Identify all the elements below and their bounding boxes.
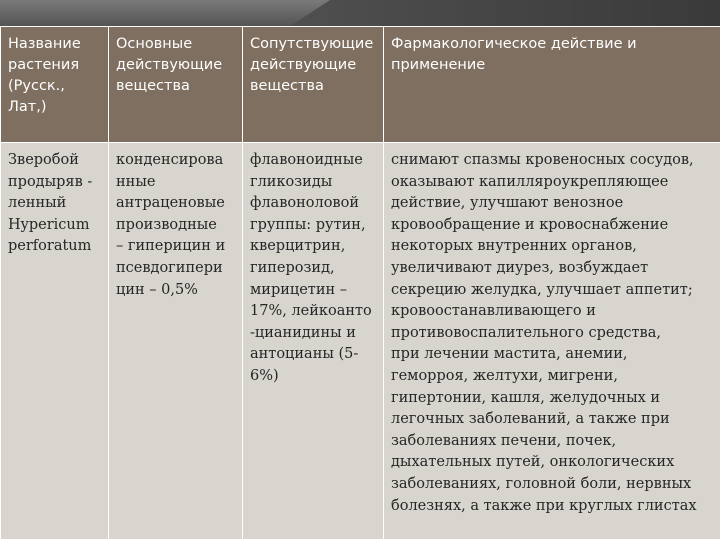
cell-line: гликозиды bbox=[250, 173, 333, 190]
cell-line: Hypericum bbox=[8, 216, 90, 233]
cell-line: 17%, лейкоанто bbox=[250, 303, 372, 320]
cell-line: антоцианы (5- bbox=[250, 346, 359, 363]
header-plant-name bbox=[1, 27, 109, 143]
cell-line: некоторых внутренних органов, bbox=[391, 238, 637, 255]
slide-top-bar-accent bbox=[0, 0, 330, 26]
cell-line: дыхательных путей, онкологических bbox=[391, 454, 675, 471]
cell-line: противовоспалительного средства, bbox=[391, 324, 661, 341]
cell-line: Зверобой bbox=[8, 152, 79, 168]
table-row bbox=[1, 143, 720, 540]
cell-line: заболеваниях, головной боли, нервных bbox=[391, 475, 692, 492]
header-accompanying-substances bbox=[243, 27, 384, 143]
cell-line: при лечении мастита, анемии, bbox=[391, 346, 628, 363]
header-line: Сопутствующие bbox=[250, 36, 374, 52]
header-line: вещества bbox=[250, 78, 324, 94]
cell-line: мирицетин – bbox=[250, 281, 348, 298]
header-line: Фармакологическое действие и bbox=[391, 36, 637, 52]
header-line: растения bbox=[8, 57, 80, 73]
cell-line: perforatum bbox=[8, 238, 92, 255]
slide-top-bar bbox=[0, 0, 720, 26]
cell-line: ленный bbox=[8, 195, 67, 212]
cell-line: болезнях, а также при круглых глистах bbox=[391, 497, 697, 514]
cell-line: цин – 0,5% bbox=[116, 281, 198, 298]
cell-line: флавоноидные bbox=[250, 152, 363, 168]
cell-line: продыряв - bbox=[8, 173, 93, 190]
header-pharmacological-action bbox=[384, 27, 720, 143]
cell-line: псевдогипери bbox=[116, 259, 223, 276]
cell-line: флавоноловой bbox=[250, 195, 359, 212]
cell-line: -цианидины и bbox=[250, 324, 356, 341]
cell-line: оказывают капилляроукрепляющее bbox=[391, 173, 669, 190]
cell-plant-name bbox=[1, 143, 109, 540]
header-line: Лат,) bbox=[8, 99, 47, 115]
cell-line: гиперозид, bbox=[250, 259, 335, 276]
cell-line: заболеваниях печени, почек, bbox=[391, 432, 617, 449]
cell-line: кровообращение и кровоснабжение bbox=[391, 216, 669, 233]
cell-line: увеличивают диурез, возбуждает bbox=[391, 259, 649, 276]
header-line: Название bbox=[8, 36, 81, 52]
cell-line: действие, улучшают венозное bbox=[391, 195, 624, 212]
table-header-row bbox=[1, 27, 720, 143]
cell-line: геморроя, желтухи, мигрени, bbox=[391, 367, 618, 384]
header-line: Основные bbox=[116, 36, 193, 52]
cell-line: кровоостанавливающего и bbox=[391, 303, 596, 320]
cell-line: секрецию желудка, улучшает аппетит; bbox=[391, 281, 693, 298]
header-line: действующие bbox=[250, 57, 357, 73]
cell-line: группы: рутин, bbox=[250, 216, 366, 233]
header-line: (Русск., bbox=[8, 78, 65, 94]
cell-line: производные bbox=[116, 216, 217, 233]
plant-table bbox=[0, 26, 720, 540]
header-line: действующие bbox=[116, 57, 223, 73]
header-main-substances bbox=[109, 27, 243, 143]
cell-line: нные bbox=[116, 173, 156, 190]
cell-line: – гиперицин и bbox=[116, 238, 226, 255]
cell-line: 6%) bbox=[250, 367, 279, 384]
cell-accompanying-substances bbox=[243, 143, 384, 540]
cell-main-substances bbox=[109, 143, 243, 540]
header-line: вещества bbox=[116, 78, 190, 94]
cell-line: гипертонии, кашля, желудочных и bbox=[391, 389, 661, 406]
cell-line: антраценовые bbox=[116, 195, 225, 212]
cell-line: кверцитрин, bbox=[250, 238, 346, 255]
cell-line: снимают спазмы кровеносных сосудов, bbox=[391, 152, 694, 168]
header-line: применение bbox=[391, 57, 486, 73]
cell-action-and-use bbox=[384, 143, 720, 540]
cell-line: легочных заболеваний, а также при bbox=[391, 411, 670, 428]
cell-line: конденсирова bbox=[116, 152, 224, 168]
